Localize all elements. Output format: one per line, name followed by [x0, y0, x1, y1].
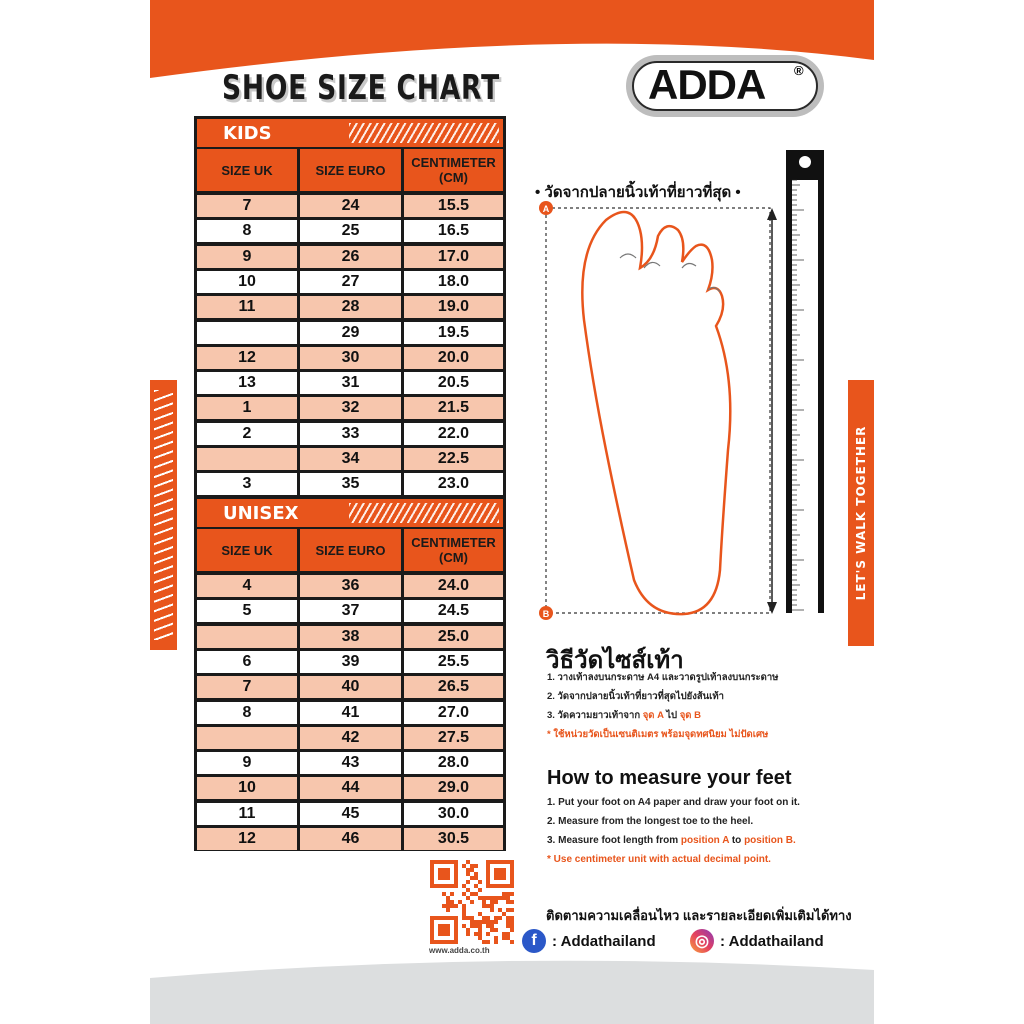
- qr-module: [502, 932, 506, 936]
- table-row: [197, 195, 503, 217]
- qr-module: [498, 908, 502, 912]
- qr-module: [430, 916, 434, 944]
- shoe-size-chart-page: [150, 0, 874, 1024]
- qr-module: [478, 896, 482, 900]
- qr-module: [462, 912, 466, 916]
- qr-module: [462, 916, 466, 920]
- qr-module: [466, 916, 470, 920]
- unisex-header: [197, 499, 503, 527]
- qr-module: [494, 916, 498, 920]
- qr-module: [486, 932, 490, 936]
- cell-euro: 33: [300, 423, 401, 445]
- qr-module: [466, 888, 470, 892]
- table-row: [197, 702, 503, 724]
- cell-euro: 46: [300, 828, 401, 850]
- qr-module: [454, 904, 458, 908]
- cell-uk: [197, 448, 297, 470]
- table-row: [197, 676, 503, 698]
- cell-uk: [197, 322, 297, 344]
- qr-module: [470, 876, 474, 880]
- english-instructions-title: How to measure your feet: [547, 767, 792, 789]
- table-row: [197, 626, 503, 648]
- table-row: [197, 246, 503, 268]
- cell-uk: 8: [197, 220, 297, 242]
- qr-module: [486, 904, 490, 908]
- qr-module: [470, 920, 474, 924]
- qr-module: [474, 932, 478, 936]
- qr-module: [430, 916, 458, 920]
- qr-module: [506, 916, 510, 920]
- table-row: [197, 347, 503, 369]
- qr-module: [438, 924, 450, 936]
- cell-uk: 2: [197, 423, 297, 445]
- cell-euro: 30: [300, 347, 401, 369]
- kids-size-table: [194, 116, 506, 497]
- qr-module: [430, 940, 458, 944]
- qr-module: [510, 920, 514, 924]
- english-note: * Use centimeter unit with actual decimal point.: [547, 854, 771, 865]
- cell-cm: 16.5: [404, 220, 503, 242]
- table-row: [197, 777, 503, 799]
- qr-module: [494, 920, 498, 924]
- qr-module: [482, 904, 486, 908]
- cell-euro: 43: [300, 752, 401, 774]
- cell-euro: 35: [300, 473, 401, 495]
- qr-module: [478, 924, 482, 928]
- table-row: [197, 423, 503, 445]
- qr-module: [470, 892, 474, 896]
- page-title: SHOE SIZE CHART: [222, 68, 500, 108]
- qr-module: [494, 940, 498, 944]
- qr-module: [446, 908, 450, 912]
- bottom-grey-band: [150, 948, 874, 1024]
- instagram-handle: : Addathailand: [720, 932, 824, 950]
- qr-module: [478, 936, 482, 940]
- measure-caption: • วัดจากปลายนิ้วเท้าที่ยาวที่สุด •: [535, 184, 741, 201]
- qr-module: [510, 860, 514, 888]
- cell-euro: 38: [300, 626, 401, 648]
- english-step-1: 1. Put your foot on A4 paper and draw your foot on it.: [547, 797, 800, 808]
- right-tagline-bar: [848, 380, 874, 646]
- registered-mark: ®: [794, 63, 804, 78]
- qr-module: [486, 860, 490, 888]
- english-steps: [547, 793, 847, 869]
- qr-module: [462, 908, 466, 912]
- qr-module: [482, 940, 486, 944]
- foot-measure-diagram: [536, 150, 836, 630]
- qr-module: [478, 932, 482, 936]
- qr-module: [490, 920, 494, 924]
- qr-module: [498, 896, 502, 900]
- qr-module: [490, 904, 494, 908]
- qr-module: [430, 884, 458, 888]
- qr-module: [502, 892, 506, 896]
- facebook-icon: f: [522, 929, 546, 953]
- qr-module: [470, 916, 474, 920]
- qr-module: [478, 888, 482, 892]
- cell-uk: 6: [197, 651, 297, 673]
- table-row: [197, 600, 503, 622]
- qr-module: [474, 864, 478, 868]
- qr-module: [454, 916, 458, 944]
- website-url[interactable]: www.adda.co.th: [429, 946, 490, 955]
- qr-module: [486, 940, 490, 944]
- instagram-icon: ◎: [690, 929, 714, 953]
- cell-euro: 31: [300, 372, 401, 394]
- cell-euro: 34: [300, 448, 401, 470]
- cell-euro: 39: [300, 651, 401, 673]
- qr-module: [506, 896, 510, 900]
- cell-cm: 25.0: [404, 626, 503, 648]
- cell-euro: 36: [300, 575, 401, 597]
- table-row: [197, 372, 503, 394]
- cell-euro: 32: [300, 397, 401, 419]
- cell-euro: 44: [300, 777, 401, 799]
- table-row: [197, 397, 503, 419]
- adda-logo: [626, 55, 824, 117]
- table-row: [197, 651, 503, 673]
- cell-uk: [197, 727, 297, 749]
- table-row: [197, 828, 503, 850]
- qr-module: [466, 872, 470, 876]
- qr-module: [502, 896, 506, 900]
- qr-module: [510, 908, 514, 912]
- cell-cm: 22.0: [404, 423, 503, 445]
- cell-euro: 28: [300, 296, 401, 318]
- col-header-uk: SIZE UK: [197, 529, 297, 571]
- follow-text: ติดตามความเคลื่อนไหว และรายละเอียดเพิ่มเติมได้ทาง: [546, 908, 852, 923]
- left-stripe-decoration: [150, 380, 177, 650]
- col-header-cm: CENTIMETER (CM): [404, 149, 503, 191]
- english-step-2: 2. Measure from the longest toe to the heel.: [547, 816, 754, 827]
- cell-uk: 5: [197, 600, 297, 622]
- cell-euro: 41: [300, 702, 401, 724]
- col-header-uk: SIZE UK: [197, 149, 297, 191]
- qr-module: [510, 916, 514, 920]
- thai-instructions-title: วิธีวัดไซส์เท้า: [546, 646, 684, 674]
- qr-module: [490, 908, 494, 912]
- kids-header: [197, 119, 503, 147]
- qr-module: [474, 924, 478, 928]
- brand-name: ADDA: [648, 61, 766, 108]
- qr-module: [478, 912, 482, 916]
- cell-euro: 25: [300, 220, 401, 242]
- qr-module: [478, 928, 482, 932]
- qr-module: [490, 900, 494, 904]
- qr-module: [486, 884, 514, 888]
- cell-uk: 10: [197, 271, 297, 293]
- qr-module: [502, 936, 506, 940]
- qr-module: [510, 892, 514, 896]
- table-row: [197, 448, 503, 470]
- qr-module: [470, 924, 474, 928]
- qr-module: [510, 928, 514, 932]
- qr-module: [442, 892, 446, 896]
- qr-module: [466, 932, 470, 936]
- qr-module: [450, 904, 454, 908]
- cell-uk: 7: [197, 676, 297, 698]
- table-row: [197, 727, 503, 749]
- qr-module: [486, 920, 490, 924]
- qr-module: [482, 896, 486, 900]
- qr-module: [506, 936, 510, 940]
- qr-module: [490, 928, 494, 932]
- cell-cm: 25.5: [404, 651, 503, 673]
- cell-euro: 24: [300, 195, 401, 217]
- qr-module: [498, 916, 502, 920]
- table-row: [197, 322, 503, 344]
- qr-module: [510, 940, 514, 944]
- table-row: [197, 296, 503, 318]
- cell-euro: 29: [300, 322, 401, 344]
- qr-module: [446, 904, 450, 908]
- qr-module: [494, 868, 506, 880]
- cell-cm: 18.0: [404, 271, 503, 293]
- qr-module: [466, 880, 470, 884]
- qr-module: [466, 896, 470, 900]
- qr-module: [506, 908, 510, 912]
- qr-module: [466, 868, 470, 872]
- cell-cm: 15.5: [404, 195, 503, 217]
- unisex-label: UNISEX: [223, 503, 299, 524]
- table-row: [197, 575, 503, 597]
- qr-module: [482, 920, 486, 924]
- qr-module: [494, 928, 498, 932]
- point-b-label: B: [542, 609, 550, 619]
- cell-cm: 19.0: [404, 296, 503, 318]
- cell-euro: 45: [300, 803, 401, 825]
- qr-module: [490, 924, 494, 928]
- cell-euro: 42: [300, 727, 401, 749]
- qr-module: [462, 892, 466, 896]
- tagline: LET'S WALK TOGETHER: [854, 425, 868, 601]
- kids-label: KIDS: [223, 123, 272, 144]
- qr-code[interactable]: [430, 860, 514, 944]
- cell-euro: 26: [300, 246, 401, 268]
- qr-module: [462, 884, 466, 888]
- cell-euro: 40: [300, 676, 401, 698]
- qr-module: [466, 928, 470, 932]
- cell-uk: 7: [197, 195, 297, 217]
- qr-module: [458, 900, 462, 904]
- cell-cm: 30.0: [404, 803, 503, 825]
- qr-module: [494, 900, 498, 904]
- cell-cm: 24.0: [404, 575, 503, 597]
- qr-module: [430, 860, 458, 864]
- qr-module: [450, 892, 454, 896]
- qr-module: [502, 912, 506, 916]
- qr-module: [470, 868, 474, 872]
- table-row: [197, 803, 503, 825]
- col-header-euro: SIZE EURO: [300, 529, 401, 571]
- qr-module: [438, 868, 450, 880]
- qr-module: [474, 884, 478, 888]
- qr-module: [494, 936, 498, 940]
- qr-module: [506, 900, 510, 904]
- thai-steps: [547, 668, 847, 744]
- qr-module: [446, 896, 450, 900]
- cell-uk: 13: [197, 372, 297, 394]
- qr-module: [490, 896, 494, 900]
- table-row: [197, 220, 503, 242]
- thai-step-3: 3. วัดความยาวเท้าจาก จุด A ไป จุด B: [547, 710, 701, 721]
- thai-step-1: 1. วางเท้าลงบนกระดาษ A4 และวาดรูปเท้าลงบนกระดาษ: [547, 672, 779, 683]
- thai-step-2: 2. วัดจากปลายนิ้วเท้าที่ยาวที่สุดไปยังส้นเท้า: [547, 691, 725, 702]
- qr-module: [442, 904, 446, 908]
- cell-cm: 21.5: [404, 397, 503, 419]
- qr-module: [474, 892, 478, 896]
- cell-cm: 24.5: [404, 600, 503, 622]
- cell-uk: 8: [197, 702, 297, 724]
- table-row: [197, 271, 503, 293]
- cell-uk: 1: [197, 397, 297, 419]
- cell-cm: 20.5: [404, 372, 503, 394]
- thai-note: * ใช้หน่วยวัดเป็นเซนติเมตร พร้อมจุดทศนิยม ไม่ปัดเศษ: [547, 729, 769, 740]
- qr-module: [510, 924, 514, 928]
- qr-module: [510, 900, 514, 904]
- cell-cm: 26.5: [404, 676, 503, 698]
- cell-euro: 27: [300, 271, 401, 293]
- qr-module: [486, 924, 490, 928]
- col-header-euro: SIZE EURO: [300, 149, 401, 191]
- cell-cm: 23.0: [404, 473, 503, 495]
- cell-cm: 28.0: [404, 752, 503, 774]
- cell-euro: 37: [300, 600, 401, 622]
- cell-uk: 11: [197, 296, 297, 318]
- cell-cm: 29.0: [404, 777, 503, 799]
- qr-module: [482, 916, 486, 920]
- col-header-cm: CENTIMETER (CM): [404, 529, 503, 571]
- qr-module: [430, 860, 434, 888]
- qr-module: [450, 900, 454, 904]
- table-row: [197, 752, 503, 774]
- qr-module: [470, 864, 474, 868]
- qr-module: [482, 900, 486, 904]
- qr-module: [486, 916, 490, 920]
- cell-uk: [197, 626, 297, 648]
- qr-module: [474, 872, 478, 876]
- unisex-size-table: [194, 496, 506, 851]
- cell-cm: 27.5: [404, 727, 503, 749]
- cell-uk: 9: [197, 752, 297, 774]
- qr-module: [478, 880, 482, 884]
- cell-cm: 19.5: [404, 322, 503, 344]
- qr-module: [478, 920, 482, 924]
- cell-uk: 12: [197, 347, 297, 369]
- point-a-label: A: [542, 204, 550, 214]
- cell-cm: 30.5: [404, 828, 503, 850]
- cell-uk: 12: [197, 828, 297, 850]
- qr-module: [494, 896, 498, 900]
- cell-cm: 17.0: [404, 246, 503, 268]
- qr-module: [446, 900, 450, 904]
- qr-module: [486, 896, 490, 900]
- cell-cm: 27.0: [404, 702, 503, 724]
- qr-module: [506, 920, 510, 924]
- english-step-3: 3. Measure foot length from position A to position B.: [547, 835, 796, 846]
- qr-module: [506, 932, 510, 936]
- cell-uk: 11: [197, 803, 297, 825]
- facebook-handle: : Addathailand: [552, 932, 656, 950]
- qr-module: [474, 920, 478, 924]
- qr-module: [506, 924, 510, 928]
- cell-cm: 20.0: [404, 347, 503, 369]
- qr-module: [466, 860, 470, 864]
- qr-module: [462, 904, 466, 908]
- hatch-decoration: [349, 123, 499, 143]
- cell-uk: 10: [197, 777, 297, 799]
- cell-cm: 22.5: [404, 448, 503, 470]
- qr-module: [486, 860, 514, 864]
- cell-uk: 9: [197, 246, 297, 268]
- table-row: [197, 473, 503, 495]
- qr-module: [474, 876, 478, 880]
- qr-module: [454, 860, 458, 888]
- qr-module: [506, 892, 510, 896]
- cell-uk: 3: [197, 473, 297, 495]
- qr-module: [470, 900, 474, 904]
- hatch-decoration: [349, 503, 499, 523]
- ruler: [786, 150, 824, 613]
- cell-uk: 4: [197, 575, 297, 597]
- qr-module: [462, 924, 466, 928]
- qr-module: [462, 864, 466, 868]
